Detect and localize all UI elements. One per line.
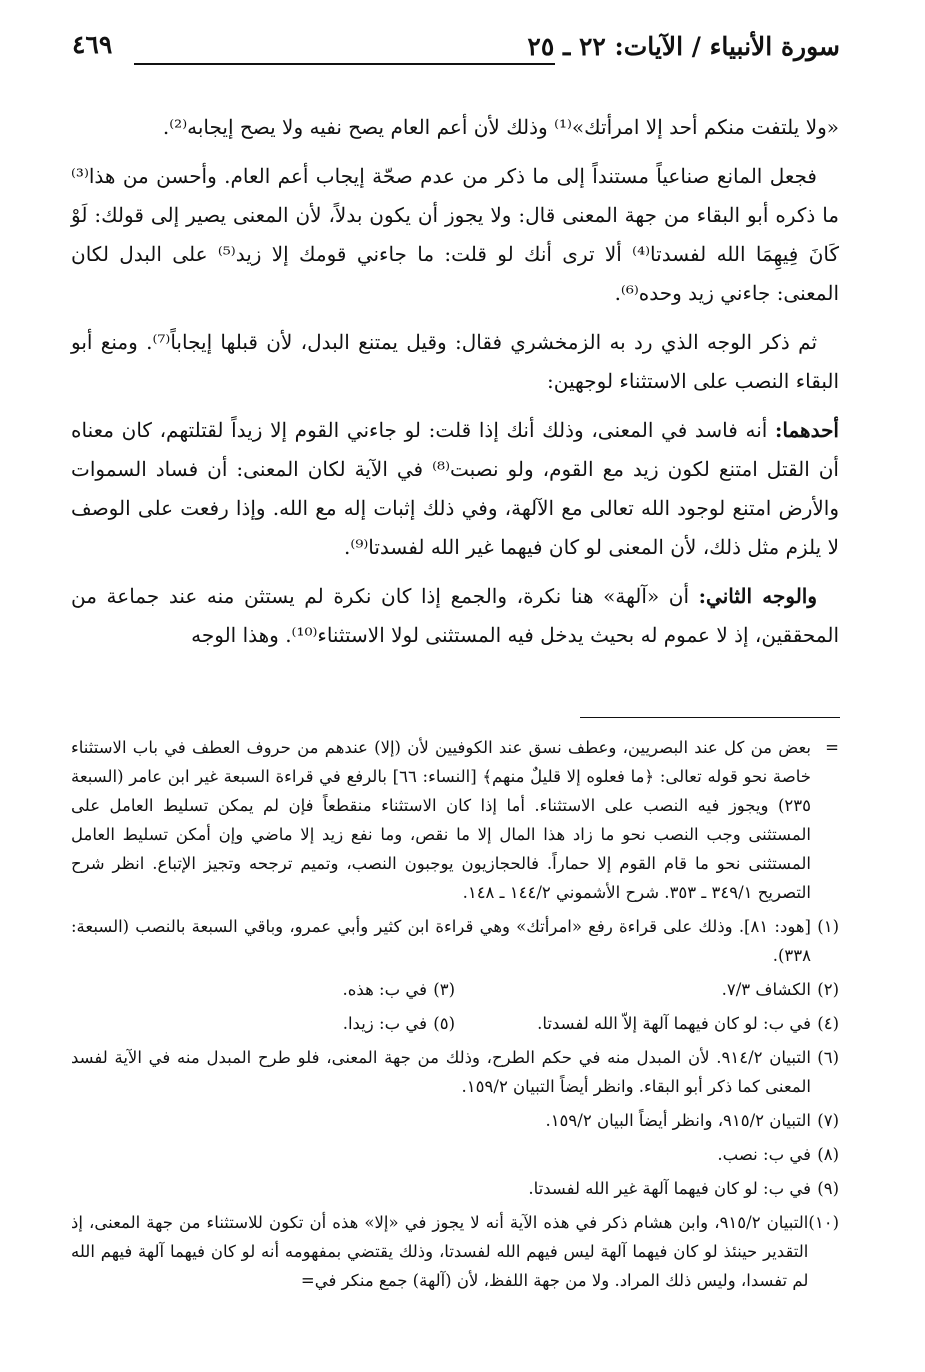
footnote-text: الكشاف ٧/٣. <box>721 980 811 999</box>
first-reason-label: أحدهما: <box>774 418 839 442</box>
footnote-text: في ب: نصب. <box>717 1145 811 1164</box>
footnote-mark: (٩) <box>817 1179 839 1198</box>
footnote-4 <box>455 1009 839 1038</box>
paragraph-first-reason <box>71 411 839 567</box>
footnote-6 <box>71 1043 839 1101</box>
paragraph-1: «ولا يلتفت منكم أحد إلا امرأتك»⁽¹⁾ وذلك لأن أعم العام يصح نفيه ولا يصح إيجابه⁽²⁾. <box>162 115 839 139</box>
paragraph-3: ثم ذكر الوجه الذي رد به الزمخشري فقال: وقيل يمتنع البدل، لأن قبلها إيجاباً⁽⁷⁾. ومنع أبو البقاء النصب على الاستثناء لوجهين: <box>71 330 839 393</box>
footnote-3 <box>71 975 455 1004</box>
footnote-mark: (٤) <box>817 1014 839 1033</box>
footnote-text: التبيان ٩١٤/٢. لأن المبدل منه في حكم الطرح، وذلك من جهة المعنى، فلو طرح المبدل منه في الآية لفسد المعنى كما ذكر أبو البقاء. وانظر أيضاً التبيان ١٥٩/٢. <box>71 1048 811 1096</box>
footnote-mark: (٨) <box>817 1145 839 1164</box>
footnote-1 <box>71 912 839 970</box>
footnote-text: بعض من كل عند البصريين، وعطف نسق عند الكوفيين لأن (إلا) عندهم من حروف العطف في باب الاستثناء خاصة نحو قوله تعالى: ﴿ما فعلوه إلا قليلٌ منهم﴾ [النساء: ٦٦] بالرفع في قراءة السبعة غير ابن عامر (السبعة ٢٣٥) ويجوز فيه النصب على الاستثناء. أما إذا كان الاستثناء منقطعاً فإن لم يمكن تسليط العامل على المستثنى وجب النصب نحو ما زاد هذا المال إلا ما نقص، وما نفع زيد إلا ماضي وإن أمكن تسليط العامل المستثنى نحو ما قام القوم إلا حماراً. فالحجازيون يوجبون النصب، وتميم ترجحه وتجيز الإتباع. انظر شرح التصريح ٣٤٩/١ ـ ٣٥٣. شرح الأشموني ١٤٤/٢ ـ ١٤٨. <box>71 738 812 902</box>
footnote-8 <box>71 1140 839 1169</box>
page-number: ٤٦٩ <box>72 30 113 59</box>
footnote-text: في ب: زيدا. <box>342 1014 427 1033</box>
footnote-mark: = <box>825 738 839 757</box>
paragraph-2: فجعل المانع صناعياً مستنداً إلى ما ذكر من عدم صحّة إيجاب أعم العام. وأحسن من هذا⁽³⁾ ما ذكره أبو البقاء من جهة المعنى قال: ولا يجوز أن يكون بدلاً، لأن المعنى يصير إلى قولك: لَوْ كَانَ فِيهِمَا الله لفسدتا⁽⁴⁾ ألا ترى أنك لو قلت: ما جاءني قومك إلا زيد⁽⁵⁾ على البدل لكان المعنى: جاءني زيد وحده⁽⁶⁾. <box>71 164 839 305</box>
footnote-10 <box>71 1208 839 1295</box>
paragraph-second-reason <box>71 577 839 655</box>
footnote-text: في ب: لو كان فيهما آلهة غير الله لفسدتا. <box>528 1179 811 1198</box>
footnote-mark: (٧) <box>817 1111 839 1130</box>
footnote-mark: (٥) <box>433 1014 455 1033</box>
footnote-7 <box>71 1106 839 1135</box>
footnote-text: [هود: ٨١]. وذلك على قراءة رفع «امرأتك» وهي قراءة ابن كثير وأبي عمرو، وباقي السبعة بالنصب (السبعة: ٣٣٨). <box>71 917 811 965</box>
footnote-mark: (٦) <box>817 1048 839 1067</box>
footnote-mark: (٣) <box>433 980 455 999</box>
first-reason-text: أنه فاسد في المعنى، وذلك أنك إذا قلت: لو جاءني القوم إلا زيداً لقتلتهم، كان معناه أن القتل امتنع لكون زيد مع القوم، ولو نصبت⁽⁸⁾ في الآية لكان المعنى: أن فساد السموات والأرض امتنع لوجود الله تعالى مع الآلهة، وفي ذلك إثبات إله مع الله. وإذا رفعت على الوصف لا يلزم مثل ذلك، لأن المعنى لو كان فيهما غير الله لفسدتا⁽⁹⁾. <box>71 418 839 559</box>
footnote-mark: (١٠) <box>808 1213 839 1232</box>
main-text <box>71 108 839 665</box>
footnote-5 <box>71 1009 455 1038</box>
footnote-row-2-3 <box>71 975 839 1004</box>
footnote-row-4-5 <box>71 1009 839 1038</box>
header-rule <box>134 63 555 65</box>
page-header <box>72 26 840 70</box>
footnote-mark: (١) <box>817 917 839 936</box>
footnote-2 <box>455 975 839 1004</box>
second-reason-label: والوجه الثاني: <box>698 584 817 608</box>
footnote-separator <box>72 715 840 735</box>
footnote-mark: (٢) <box>817 980 839 999</box>
footnote-text: التبيان ٩١٥/٢، وابن هشام ذكر في هذه الآية أنه لا يجوز في «إلا» هذه أن تكون للاستثناء من جهة المعنى، إذ التقدير حينئذ لو كان فيهما آلهة ليس فيهم الله لفسدتا، وذلك يقتضي بمفهومه أنه لو كان فيهما آلهة فيهم الله لم تفسدا، وليس ذلك المراد. ولا من جهة اللفظ، لأن (آلهة) جمع منكر في= <box>71 1213 809 1290</box>
second-reason-text: أن «آلهة» هنا نكرة، والجمع إذا كان نكرة لم يستثن منه عند جماعة من المحققين، إذ لا عموم له بحيث يدخل فيه المستثنى لولا الاستثناء⁽¹⁰⁾. وهذا الوجه <box>71 584 839 647</box>
footnotes <box>71 733 839 1300</box>
footnote-9 <box>71 1174 839 1203</box>
footnote-text: في ب: لو كان فيهما آلهة إلاّ الله لفسدتا. <box>537 1014 811 1033</box>
running-title: سورة الأنبياء / الآيات: ٢٢ ـ ٢٥ <box>527 32 840 61</box>
footnote-continuation <box>71 733 839 907</box>
footnote-text: في ب: هذه. <box>342 980 427 999</box>
footnote-text: التبيان ٩١٥/٢، وانظر أيضاً البيان ١٥٩/٢. <box>545 1111 811 1130</box>
